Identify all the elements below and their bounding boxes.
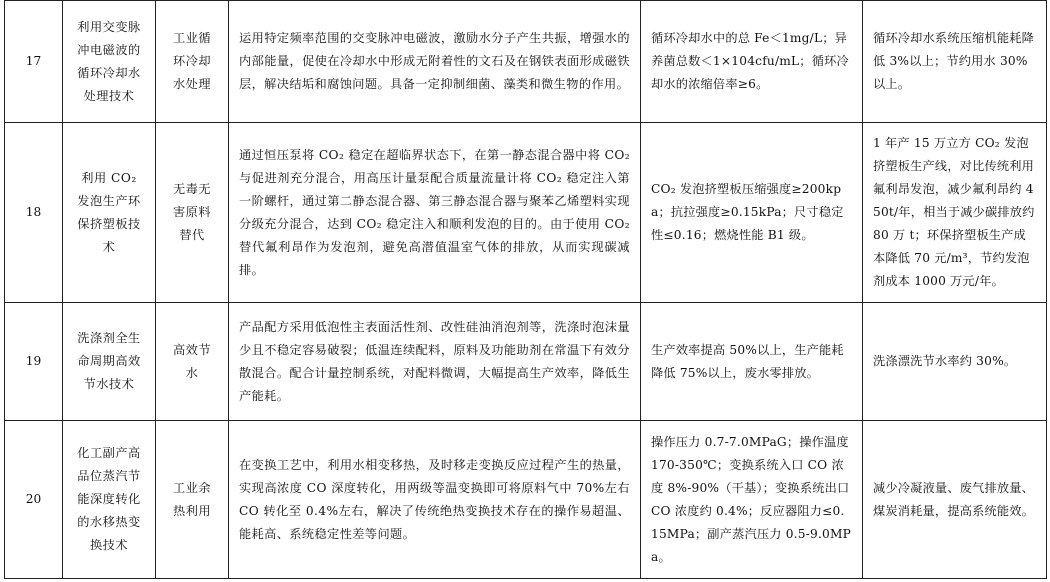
application-effects: 洗涤漂洗节水率约 30%。: [863, 303, 1047, 421]
table-row: [5, 123, 1047, 303]
table-row: [5, 421, 1047, 579]
row-number: 17: [5, 1, 63, 123]
technology-name: 利用交变脉冲电磁波的循环冷却水处理技术: [63, 1, 156, 123]
row-number: 20: [5, 421, 63, 579]
technology-name: 化工副产高品位蒸汽节能深度转化的水移热变换技术: [63, 421, 156, 579]
technology-description: 产品配方采用低泡性主表面活性剂、改性硅油消泡剂等，洗涤时泡沫量少且不稳定容易破裂；低温连续配料，原料及功能助剂在常温下有效分散混合。配合计量控制系统，对配料微调，大幅提高生产效率，降低生产能耗。: [229, 303, 641, 421]
technology-description: 运用特定频率范围的交变脉冲电磁波，激励水分子产生共振，增强水的内部能量，促使在冷却水中形成无附着性的文石及在钢铁表面形成磁铁层，解决结垢和腐蚀问题。具备一定抑制细菌、藻类和微生物的作用。: [229, 1, 641, 123]
technical-indicators: 操作压力 0.7-7.0MPaG；操作温度 170-350℃；变换系统入口 CO 浓度 8%-90%（干基）；变换系统出口 CO 浓度约 0.4%；反应器阻力≤0.15MPa；副产蒸汽压力 0.5-9.0MPa。: [641, 421, 863, 579]
technical-indicators: 生产效率提高 50%以上，生产能耗降低 75%以上，废水零排放。: [641, 303, 863, 421]
technology-name: 利用 CO₂ 发泡生产环保挤塑板技术: [63, 123, 156, 303]
technology-name: 洗涤剂全生命周期高效节水技术: [63, 303, 156, 421]
table-row: [5, 303, 1047, 421]
technology-description: 在变换工艺中，利用水相变移热，及时移走变换反应过程产生的热量，实现高浓度 CO 深度转化，用两级等温变换即可将原料气中 70%左右 CO 转化至 0.4%左右，解决了传统绝热变换技术存在的操作易超温、能耗高、系统稳定性差等问题。: [229, 421, 641, 579]
technical-indicators: CO₂ 发泡挤塑板压缩强度≥200kpa；抗拉强度≥0.15kPa；尺寸稳定性≤0.16；燃烧性能 B1 级。: [641, 123, 863, 303]
technical-indicators: 循环冷却水中的总 Fe＜1mg/L；异养菌总数＜1×104cfu/mL；循环冷却水的浓缩倍率≥6。: [641, 1, 863, 123]
technology-category: 工业余热利用: [156, 421, 229, 579]
technology-description: 通过恒压泵将 CO₂ 稳定在超临界状态下，在第一静态混合器中将 CO₂ 与促进剂充分混合，用高压计量泵配合质量流量计将 CO₂ 稳定注入第一阶螺杆，通过第二静态混合器、第三静态混合器与聚苯乙烯塑料实现分级充分混合，达到 CO₂ 稳定注入和顺利发泡的目的。由于使用 CO₂ 替代氟利昂作为发泡剂，避免高潜值温室气体的排放，从而实现碳减排。: [229, 123, 641, 303]
technology-category: 无毒无害原料替代: [156, 123, 229, 303]
table-row: [5, 1, 1047, 123]
technology-category: 高效节水: [156, 303, 229, 421]
row-number: 18: [5, 123, 63, 303]
row-number: 19: [5, 303, 63, 421]
technology-category: 工业循环冷却水处理: [156, 1, 229, 123]
technology-catalog-table: [4, 0, 1047, 579]
application-effects: 1 年产 15 万立方 CO₂ 发泡挤塑板生产线，对比传统利用氟利昂发泡，减少氟利昂约 450t/年，相当于减少碳排放约 80 万 t；环保挤塑板生产成本降低 70 元/m³，节约发泡剂成本 1000 万元/年。: [863, 123, 1047, 303]
application-effects: 减少冷凝液量、废气排放量、煤炭消耗量，提高系统能效。: [863, 421, 1047, 579]
application-effects: 循环冷却水系统压缩机能耗降低 3%以上；节约用水 30%以上。: [863, 1, 1047, 123]
